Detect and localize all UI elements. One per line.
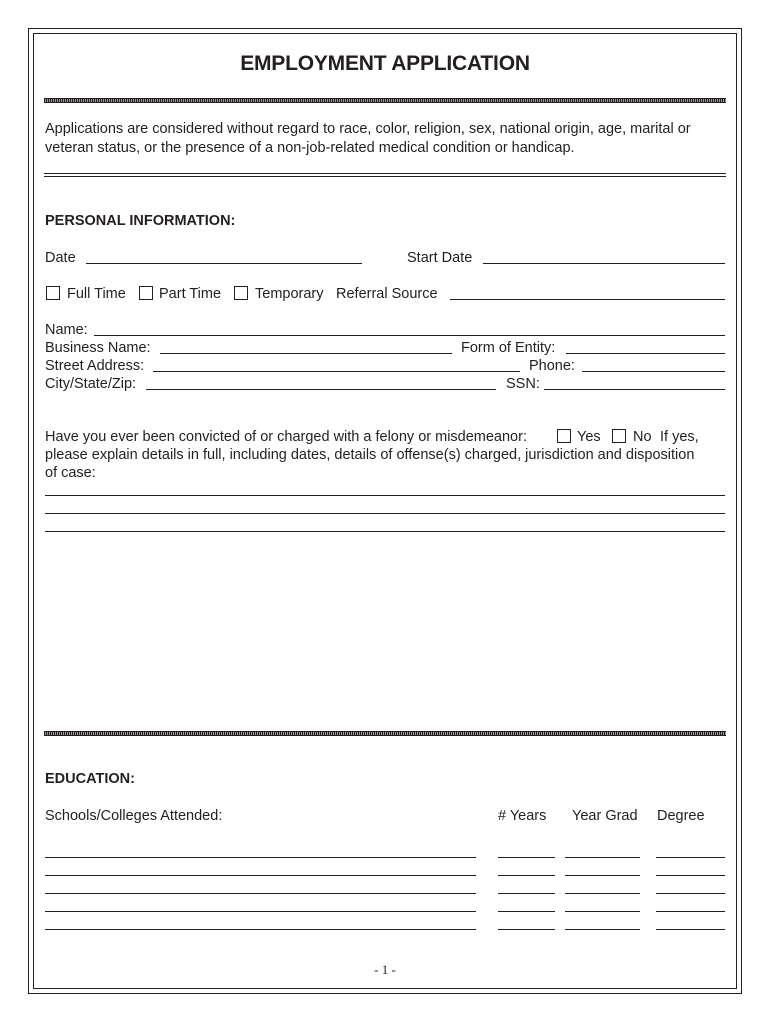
- felony-explanation-line[interactable]: [45, 513, 725, 514]
- ssn-field[interactable]: [544, 389, 725, 390]
- degree-field[interactable]: [656, 857, 725, 858]
- years-field[interactable]: [498, 875, 555, 876]
- years-field[interactable]: [498, 929, 555, 930]
- year-grad-field[interactable]: [565, 929, 640, 930]
- temporary-checkbox[interactable]: [234, 286, 248, 300]
- city-state-zip-label: City/State/Zip:: [45, 376, 137, 392]
- degree-field[interactable]: [656, 893, 725, 894]
- felony-no-label: No: [633, 429, 652, 445]
- city-state-zip-field[interactable]: [146, 389, 496, 390]
- school-field[interactable]: [45, 911, 476, 912]
- years-field[interactable]: [498, 911, 555, 912]
- felony-explain-text: please explain details in full, including dates, details of offense(s) charged, jurisdiction and disposition: [45, 447, 695, 463]
- business-name-field[interactable]: [160, 353, 452, 354]
- start-date-label: Start Date: [407, 250, 473, 266]
- street-address-label: Street Address:: [45, 358, 145, 374]
- business-name-label: Business Name:: [45, 340, 151, 356]
- school-field[interactable]: [45, 929, 476, 930]
- start-date-field[interactable]: [483, 263, 725, 264]
- school-field[interactable]: [45, 875, 476, 876]
- felony-case-label: of case:: [45, 465, 96, 481]
- ssn-label: SSN:: [506, 376, 540, 392]
- year-grad-field[interactable]: [565, 893, 640, 894]
- felony-explanation-line[interactable]: [45, 531, 725, 532]
- referral-source-label: Referral Source: [336, 286, 438, 302]
- name-field[interactable]: [94, 335, 725, 336]
- page-number: - 1 -: [374, 962, 396, 977]
- date-label: Date: [45, 250, 76, 266]
- schools-attended-label: Schools/Colleges Attended:: [45, 808, 223, 824]
- phone-field[interactable]: [582, 371, 725, 372]
- referral-source-field[interactable]: [450, 299, 725, 300]
- full-time-checkbox[interactable]: [46, 286, 60, 300]
- intro-paragraph: Applications are considered without regard to race, color, religion, sex, national origin, age, marital or veteran status, or the presence of a non-job-related medical condition or handicap.: [45, 121, 691, 156]
- section-divider: [44, 731, 726, 736]
- school-field[interactable]: [45, 857, 476, 858]
- year-grad-field[interactable]: [565, 857, 640, 858]
- year-grad-field[interactable]: [565, 875, 640, 876]
- year-grad-field[interactable]: [565, 911, 640, 912]
- degree-field[interactable]: [656, 875, 725, 876]
- phone-label: Phone:: [529, 358, 575, 374]
- felony-yes-checkbox[interactable]: [557, 429, 571, 443]
- part-time-checkbox[interactable]: [139, 286, 153, 300]
- degree-field[interactable]: [656, 911, 725, 912]
- full-time-label: Full Time: [67, 286, 126, 302]
- personal-info-heading: PERSONAL INFORMATION:: [45, 213, 236, 229]
- intro-divider: [44, 173, 726, 177]
- part-time-label: Part Time: [159, 286, 222, 302]
- education-heading: EDUCATION:: [45, 771, 135, 787]
- years-field[interactable]: [498, 893, 555, 894]
- years-column-label: # Years: [498, 808, 547, 824]
- felony-yes-label: Yes: [577, 429, 601, 445]
- felony-no-checkbox[interactable]: [612, 429, 626, 443]
- street-address-field[interactable]: [153, 371, 520, 372]
- title-divider: [44, 98, 726, 103]
- felony-if-yes-label: If yes,: [660, 429, 699, 445]
- temporary-label: Temporary: [255, 286, 324, 302]
- date-field[interactable]: [86, 263, 362, 264]
- page-title: EMPLOYMENT APPLICATION: [240, 52, 530, 75]
- degree-column-label: Degree: [657, 808, 705, 824]
- felony-question: Have you ever been convicted of or charged with a felony or misdemeanor:: [45, 429, 527, 445]
- degree-field[interactable]: [656, 929, 725, 930]
- school-field[interactable]: [45, 893, 476, 894]
- name-label: Name:: [45, 322, 88, 338]
- years-field[interactable]: [498, 857, 555, 858]
- form-of-entity-field[interactable]: [566, 353, 725, 354]
- year-grad-column-label: Year Grad: [572, 808, 638, 824]
- form-of-entity-label: Form of Entity:: [461, 340, 556, 356]
- felony-explanation-line[interactable]: [45, 495, 725, 496]
